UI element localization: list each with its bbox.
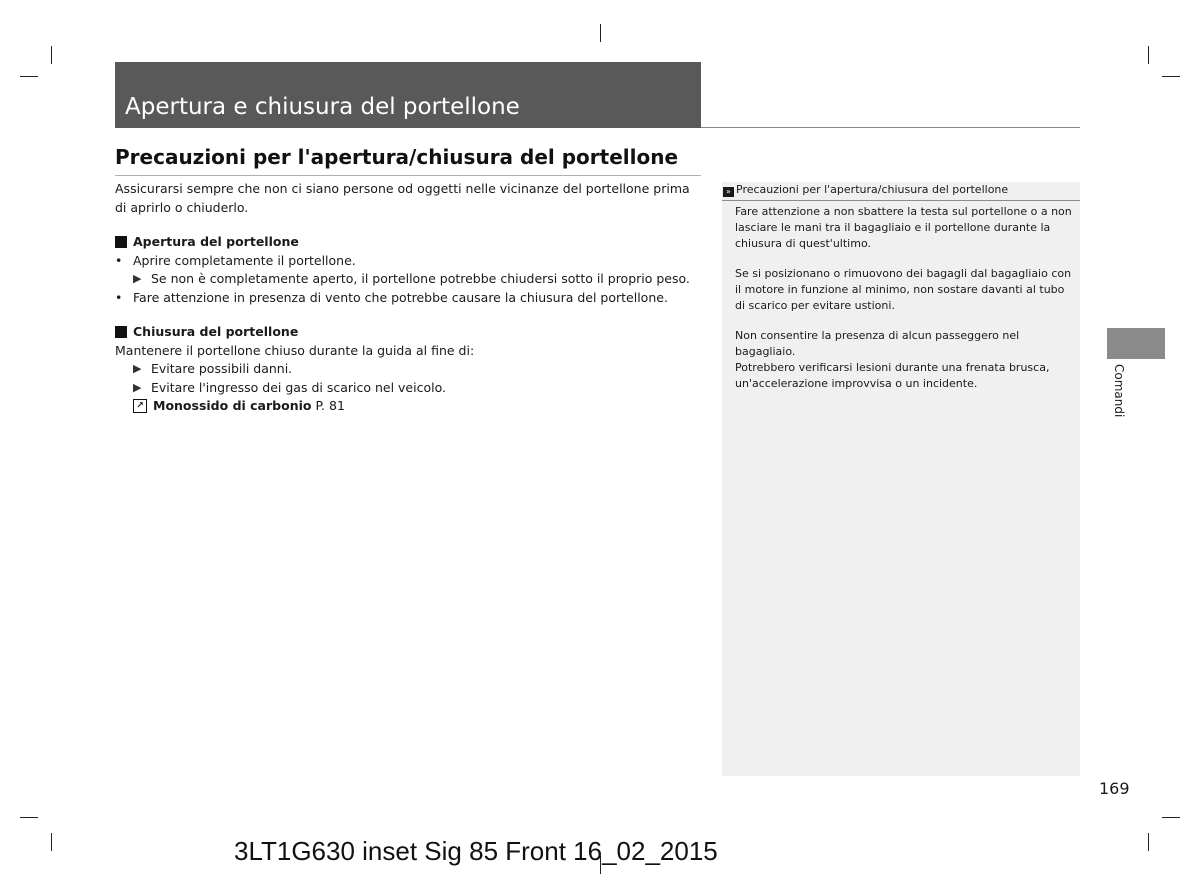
crop-mark <box>51 46 52 64</box>
list-item <box>115 252 705 271</box>
note-marker-icon: » <box>723 187 734 197</box>
page-number: 169 <box>1099 779 1130 798</box>
closing-paragraph: Mantenere il portellone chiuso durante la guida al fine di: <box>115 342 475 358</box>
reference-label[interactable]: Monossido di carbonio <box>153 398 312 413</box>
subhead-opening <box>115 233 705 252</box>
crop-mark <box>1148 46 1149 64</box>
sidebar-body <box>735 204 1073 406</box>
print-footer: 3LT1G630 inset Sig 85 Front 16_02_2015 <box>234 836 718 866</box>
bullet-dot-icon: • <box>115 289 123 305</box>
triangle-arrow-icon: ▶ <box>133 272 142 285</box>
sidebar-note <box>722 182 1080 776</box>
sidebar-paragraph: Non consentire la presenza di alcun passeggero nel bagagliaio. <box>735 329 1020 358</box>
chapter-tab-label: Comandi <box>1112 364 1126 418</box>
subhead-opening-label: Apertura del portellone <box>133 234 299 249</box>
crop-mark <box>20 76 38 77</box>
sidebar-header <box>722 182 1080 201</box>
list-item-text: Aprire completamente il portellone. <box>133 252 356 268</box>
heading-rule <box>115 175 701 176</box>
section-title: Apertura e chiusura del portellone <box>125 94 520 120</box>
chapter-tab <box>1107 328 1165 359</box>
sidebar-paragraph: Potrebbero verificarsi lesioni durante una frenata brusca, un'accelerazione improvvisa o un incidente. <box>735 361 1050 390</box>
crop-mark <box>600 24 601 42</box>
cross-reference-link[interactable] <box>115 397 705 416</box>
triangle-arrow-icon: ▶ <box>133 362 142 375</box>
sidebar-paragraph: Fare attenzione a non sbattere la testa sul portellone o a non lasciare le mani tra il bagagliaio e il portellone durante la chiusura di quest'ultimo. <box>735 205 1072 250</box>
crop-mark <box>1148 833 1149 851</box>
list-subitem-text: Evitare l'ingresso dei gas di scarico nel veicolo. <box>151 379 446 395</box>
bullet-dot-icon: • <box>115 252 123 268</box>
subhead-closing-label: Chiusura del portellone <box>133 324 299 339</box>
crop-mark <box>1162 76 1180 77</box>
crop-mark <box>1162 817 1180 818</box>
list-subitem <box>115 379 705 398</box>
square-bullet-icon <box>115 326 127 338</box>
list-item <box>115 289 705 308</box>
main-content <box>115 180 705 416</box>
list-subitem-text: Se non è completamente aperto, il portellone potrebbe chiudersi sotto il proprio peso. <box>151 271 690 286</box>
section-rule <box>701 127 1080 128</box>
sidebar-title: Precauzioni per l'apertura/chiusura del portellone <box>736 183 1009 196</box>
list-subitem-text: Evitare possibili danni. <box>151 361 293 376</box>
triangle-arrow-icon: ▶ <box>133 380 142 394</box>
crop-mark <box>51 833 52 851</box>
square-bullet-icon <box>115 236 127 248</box>
crop-mark <box>20 817 38 818</box>
list-subitem <box>115 270 705 289</box>
intro-paragraph: Assicurarsi sempre che non ci siano persone od oggetti nelle vicinanze del portellone prima di aprirlo o chiuderlo. <box>115 181 690 215</box>
sidebar-paragraph: Se si posizionano o rimuovono dei bagagli dal bagagliaio con il motore in funzione al minimo, non sostare davanti al tubo di scarico per evitare ustioni. <box>735 267 1072 312</box>
reference-page[interactable]: P. 81 <box>315 398 345 413</box>
list-subitem <box>115 360 705 379</box>
reference-arrow-icon: ↗ <box>133 399 147 413</box>
page-heading: Precauzioni per l'apertura/chiusura del portellone <box>115 145 679 169</box>
list-item-text: Fare attenzione in presenza di vento che potrebbe causare la chiusura del portellone. <box>133 289 668 305</box>
subhead-closing <box>115 323 705 342</box>
